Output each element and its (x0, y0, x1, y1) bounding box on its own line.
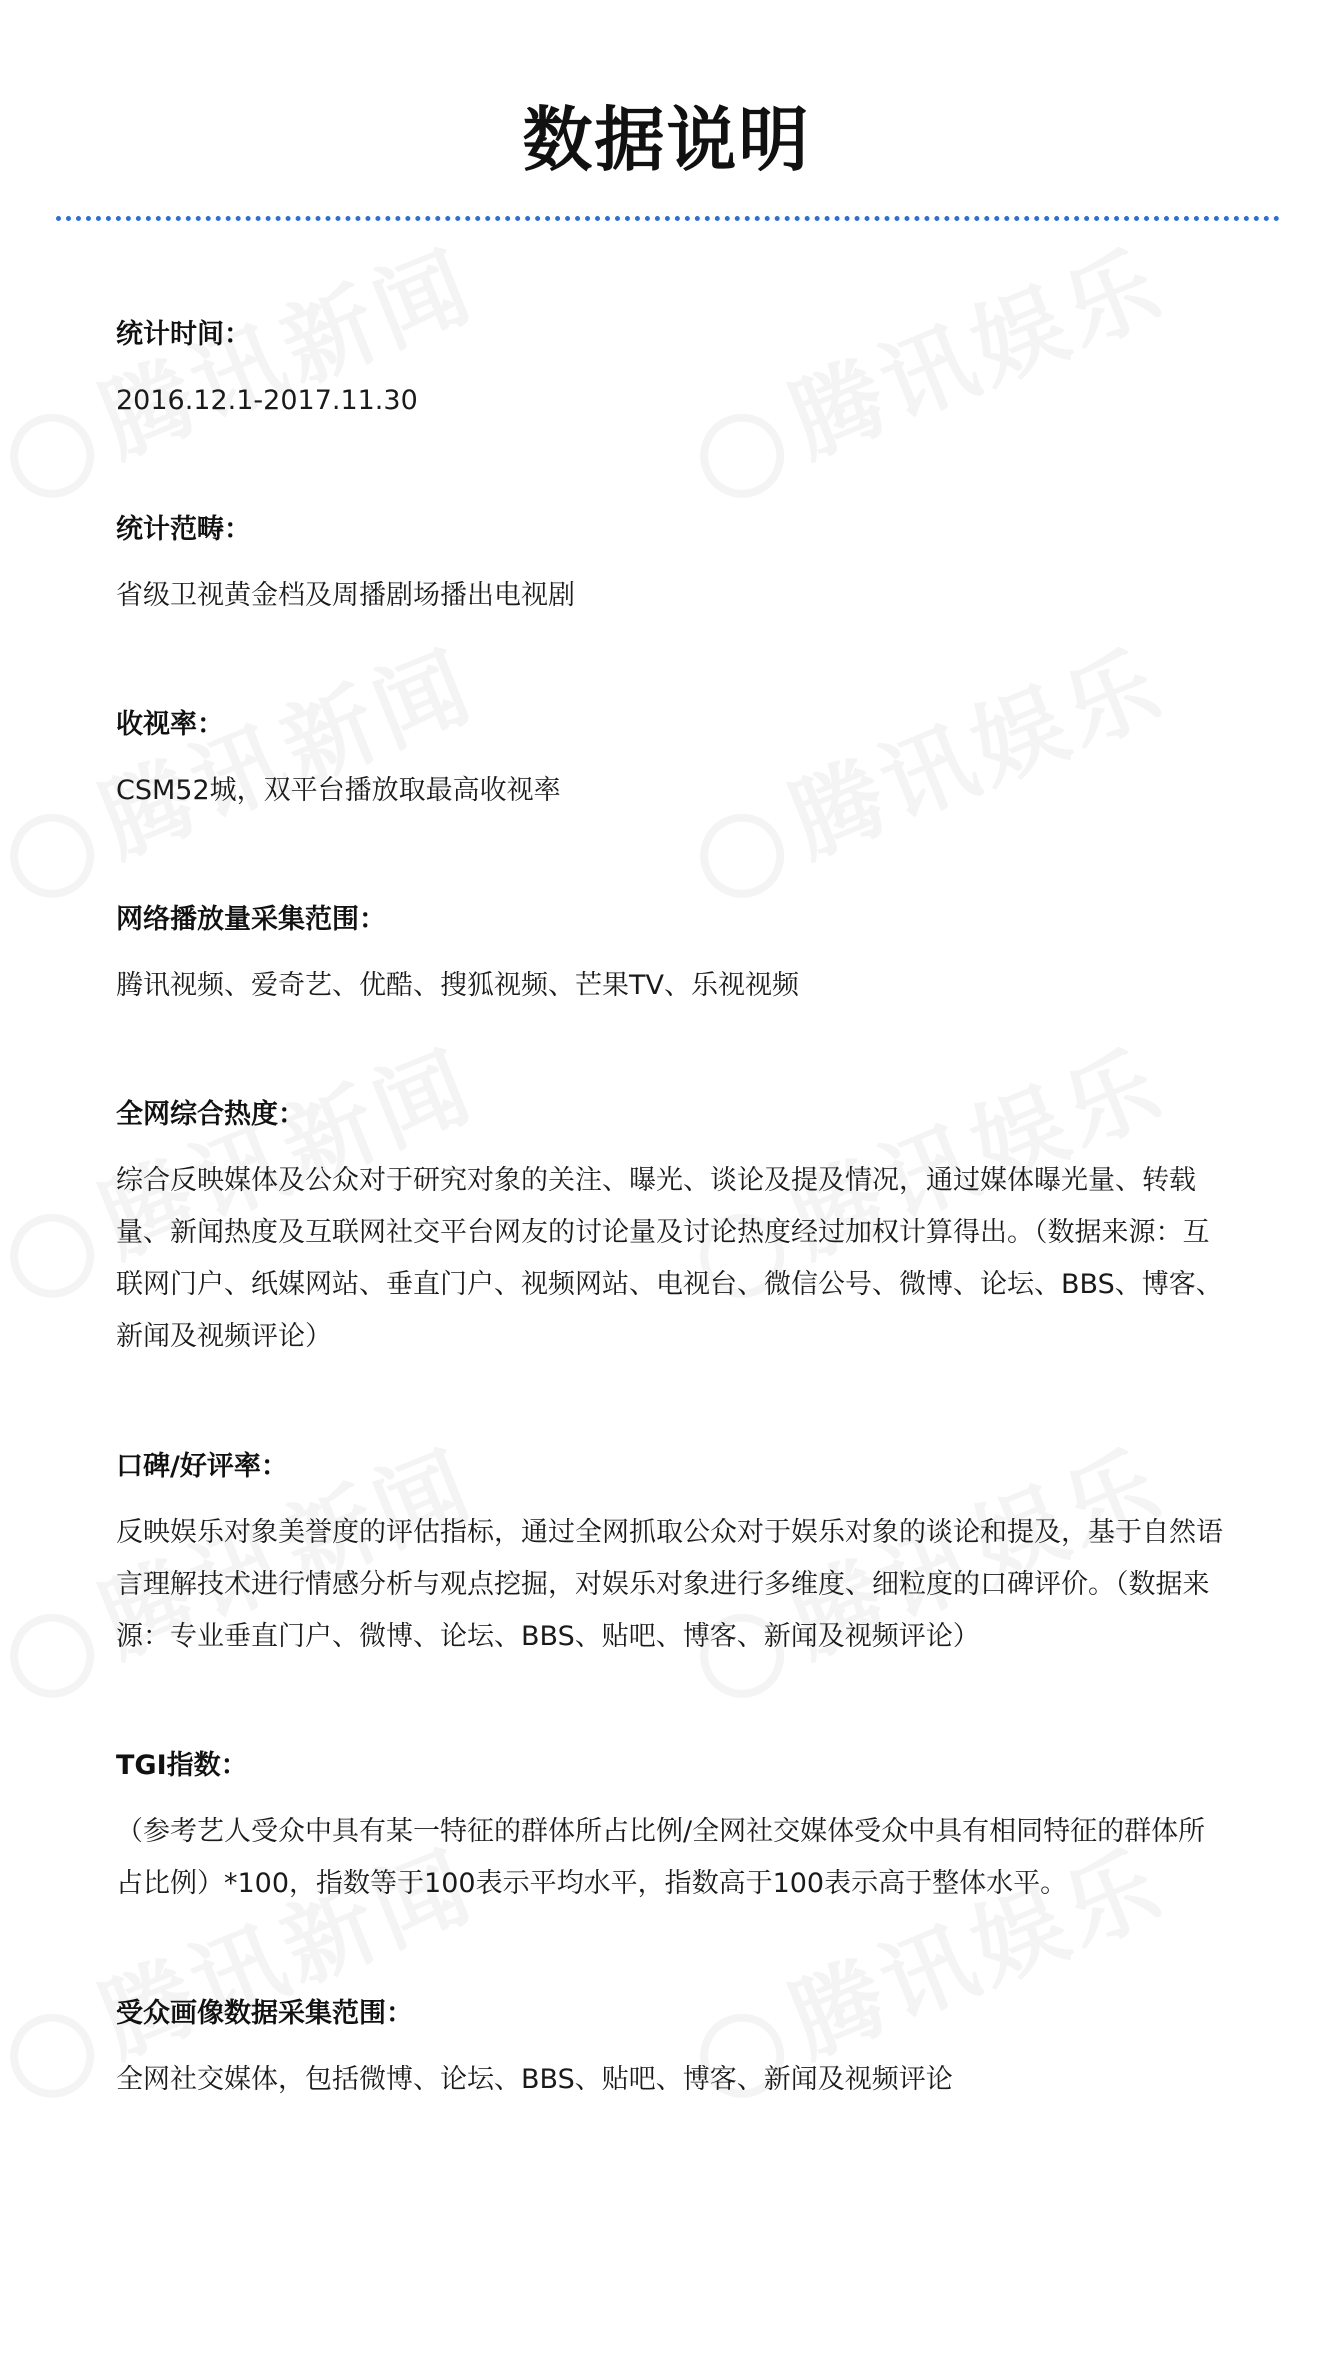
section-body: 2016.12.1-2017.11.30 (116, 385, 418, 416)
section-label: 口碑/好评率： (116, 1451, 288, 1482)
section-body: 反映娱乐对象美誉度的评估指标，通过全网抓取公众对于娱乐对象的谈论和提及，基于自然语言理解技术进行情感分析与观点挖掘，对娱乐对象进行多维度、细粒度的口碑评价。（数据来源：专业垂直门户、微博、论坛、BBS、贴吧、博客、新闻及视频评论） (116, 1517, 1223, 1652)
section-label: 收视率： (116, 709, 224, 740)
section-online-views-scope (116, 900, 1226, 1095)
section-label: 全网综合热度： (116, 1099, 305, 1130)
section-body: CSM52城，双平台播放取最高收视率 (116, 775, 561, 806)
section-tgi-index (116, 1746, 1226, 1994)
section-body: 省级卫视黄金档及周播剧场播出电视剧 (116, 580, 575, 611)
section-body: （参考艺人受众中具有某一特征的群体所占比例/全网社交媒体受众中具有相同特征的群体所占比例）*100，指数等于100表示平均水平，指数高于100表示高于整体水平。 (116, 1816, 1206, 1899)
watermark-logo-icon (0, 1201, 107, 1310)
section-label: 受众画像数据采集范围： (116, 1998, 413, 2029)
section-statistics-period (116, 315, 1226, 510)
watermark-logo-icon (0, 2001, 107, 2110)
section-body: 综合反映媒体及公众对于研究对象的关注、曝光、谈论及提及情况，通过媒体曝光量、转载量、新闻热度及互联网社交平台网友的讨论量及讨论热度经过加权计算得出。（数据来源：互联网门户、纸媒网站、垂直门户、视频网站、电视台、微信公号、微博、论坛、BBS、博客、新闻及视频评论） (116, 1165, 1223, 1352)
section-reputation-rate (116, 1447, 1226, 1746)
sections-list (116, 315, 1226, 2114)
section-label: 网络播放量采集范围： (116, 904, 386, 935)
section-overall-heat (116, 1095, 1226, 1447)
section-label: 统计范畴： (116, 514, 251, 545)
section-label: TGI指数： (116, 1750, 248, 1781)
watermark-logo-icon (0, 401, 107, 510)
section-statistics-scope (116, 510, 1226, 705)
section-audience-profile-scope (116, 1994, 1226, 2114)
section-body: 全网社交媒体，包括微博、论坛、BBS、贴吧、博客、新闻及视频评论 (116, 2064, 953, 2095)
watermark-logo-icon (0, 801, 107, 910)
section-ratings (116, 705, 1226, 900)
section-label: 统计时间： (116, 319, 251, 350)
title-divider (56, 216, 1280, 221)
watermark-logo-icon (0, 1601, 107, 1710)
section-body: 腾讯视频、爱奇艺、优酷、搜狐视频、芒果TV、乐视视频 (116, 970, 799, 1001)
page-title: 数据说明 (522, 99, 811, 181)
